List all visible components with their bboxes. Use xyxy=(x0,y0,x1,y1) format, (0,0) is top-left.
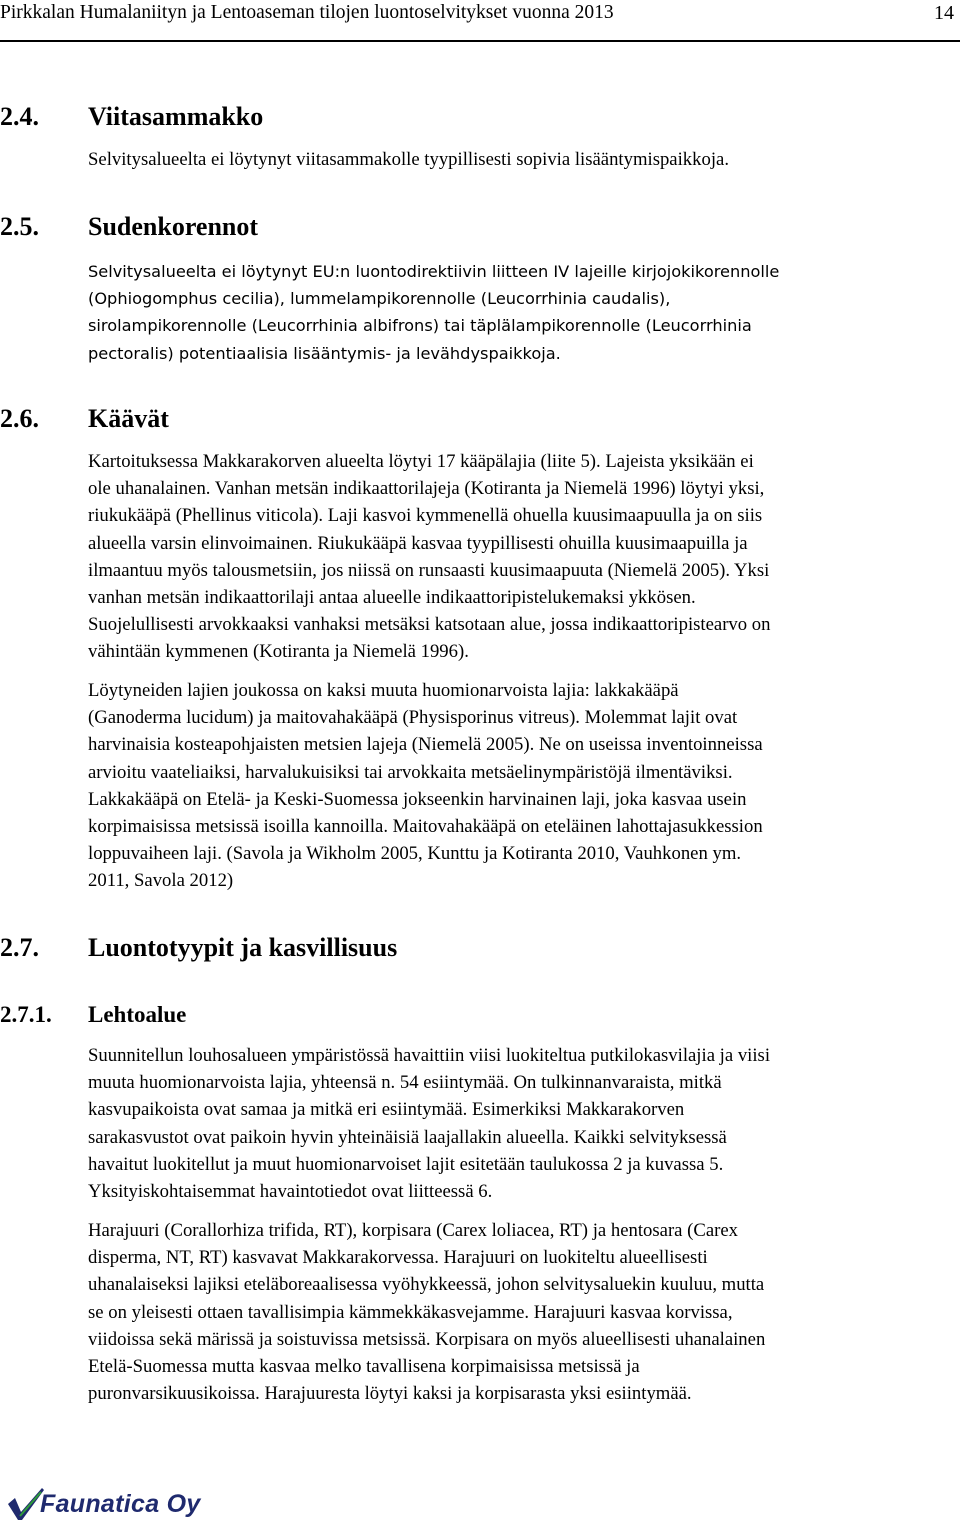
text-line: 2011, Savola 2012) xyxy=(88,870,234,892)
text-line: ole uhanalainen. Vanhan metsän indikaattorilajeja (Kotiranta ja Niemelä 1996) löytyi yksi, xyxy=(88,478,765,500)
document-title: Pirkkalan Humalaniityn ja Lentoaseman tilojen luontoselvitykset vuonna 2013 xyxy=(0,2,614,23)
paragraph-2-4 xyxy=(88,146,958,173)
section-title: Lehtoalue xyxy=(88,1002,187,1027)
text-line: alueella varsin elinvoimainen. Riukukääpä kasvaa tyypillisesti ohuilla kuusimaapuilla ja xyxy=(88,532,748,554)
paragraph-2-7-1-b xyxy=(88,1217,958,1407)
paragraph-2-6-b xyxy=(88,677,958,895)
text-line: (Ophiogomphus cecilia), lummelampikorennolle (Leucorrhinia caudalis), xyxy=(88,289,671,309)
section-title: Sudenkorennot xyxy=(88,212,259,241)
header-rule xyxy=(0,40,960,42)
paragraph-2-6-a xyxy=(88,448,958,666)
page-number: 14 xyxy=(934,2,954,24)
text-line: vanhan metsän indikaattorilaji antaa alueelle indikaattoripistelukemaksi ykkösen. xyxy=(88,586,696,608)
heading-2-5 xyxy=(0,212,940,244)
text-line: Suunnitellun louhosalueen ympäristössä havaittiin viisi luokiteltua putkilokasvilajia ja viisi xyxy=(88,1045,771,1066)
text-line: sarakasvustot ovat paikoin hyvin yhteinäisiä laajallakin alueella. Kaikki selvityksessä xyxy=(88,1126,727,1148)
paragraph-2-7-1-a xyxy=(88,1042,958,1205)
paragraph-2-5 xyxy=(88,258,958,367)
section-title: Käävät xyxy=(88,404,169,433)
text-line: (Ganoderma lucidum) ja maitovahakääpä (Physisporinus vitreus). Molemmat lajit ovat xyxy=(88,707,738,729)
text-line: Lakkakääpä on Etelä- ja Keski-Suomessa jokseenkin harvinainen laji, joka kasvaa usein xyxy=(88,788,747,810)
text-line: Selvitysalueelta ei löytynyt viitasammakolle tyypillisesti sopivia lisääntymispaikkoja. xyxy=(88,149,729,170)
text-line: pectoralis) potentiaalisia lisääntymis- ja levähdyspaikkoja. xyxy=(88,343,561,363)
text-line: Löytyneiden lajien joukossa on kaksi muuta huomionarvoista lajia: lakkakääpä xyxy=(88,680,679,701)
faunatica-logo xyxy=(6,1486,206,1524)
text-line: Suojelullisesti arvokkaaksi vanhaksi metsäksi katsotaan alue, jossa indikaattoripistearvo on xyxy=(88,614,771,636)
section-title: Viitasammakko xyxy=(88,102,264,131)
text-line: ilmaantuu myös talousmetsiin, jos niissä on runsaasti kuusimaapuuta (Niemelä 2005). Yksi xyxy=(88,559,770,581)
text-line: Yksityiskohtaisemmat havaintotiedot ovat liitteessä 6. xyxy=(88,1180,493,1202)
text-line: loppuvaiheen laji. (Savola ja Wikholm 2005, Kunttu ja Kotiranta 2010, Vauhkonen ym. xyxy=(88,843,742,865)
text-line: uhanalaiseksi lajiksi eteläboreaalisessa vyöhykkeessä, johon selvitysaluekin kuuluu, mutta xyxy=(88,1274,765,1296)
text-line: Etelä-Suomessa mutta kasvaa melko tavallisena korpimaisissa metsissä ja xyxy=(88,1355,640,1377)
text-line: viidoissa sekä märissä ja soistuvissa metsissä. Korpisara on myös alueellisesti uhanalainen xyxy=(88,1328,766,1350)
section-number: 2.6. xyxy=(0,404,39,433)
text-line: kasvupaikoista ovat samaa ja mitkä eri esiintymää. Esimerkiksi Makkarakorven xyxy=(88,1099,685,1121)
text-line: havaitut luokitellut ja muut huomionarvoiset lajit esitetään taulukossa 2 ja kuvassa 5. xyxy=(88,1153,724,1175)
text-line: riukukääpä (Phellinus viticola). Laji kasvoi kymmenellä ohuella kuusimaapuulla ja on siis xyxy=(88,505,763,527)
text-line: vähintään kymmenen (Kotiranta ja Niemelä 1996). xyxy=(88,641,469,663)
text-line: korpimaisissa metsissä isoilla kannoilla. Maitovahakääpä on eteläinen lahottajasukkession xyxy=(88,815,763,837)
heading-2-4 xyxy=(0,102,940,134)
text-line: arvioitu vaateliaiksi, harvalukuisiksi tai arvokkaita metsäelinympäristöjä ilmentäviksi. xyxy=(88,761,733,783)
text-line: Harajuuri (Corallorhiza trifida, RT), korpisara (Carex loliacea, RT) ja hentosara (Carex xyxy=(88,1220,738,1241)
heading-2-6 xyxy=(0,404,940,436)
heading-2-7-1 xyxy=(0,1002,940,1030)
text-line: Selvitysalueelta ei löytynyt EU:n luontodirektiivin liitteen IV lajeille kirjojokikorennolle xyxy=(88,262,780,281)
text-line: Kartoituksessa Makkarakorven alueelta löytyi 17 kääpälajia (liite 5). Lajeista yksikään ei xyxy=(88,451,754,472)
section-title: Luontotyypit ja kasvillisuus xyxy=(88,933,398,962)
text-line: muuta huomionarvoista lajia, yhteensä n. 54 esiintymää. On tulkinnanvaraista, mitkä xyxy=(88,1072,722,1094)
text-line: disperma, NT, RT) kasvavat Makkarakorvessa. Harajuuri on luokiteltu alueellisesti xyxy=(88,1247,708,1269)
logo-text: Faunatica Oy xyxy=(40,1490,201,1518)
heading-2-7 xyxy=(0,933,940,965)
section-number: 2.4. xyxy=(0,102,39,131)
text-line: se on yleisesti ottaen tavallisimpia kämmekkäkasvejamme. Harajuuri kasvaa korvissa, xyxy=(88,1301,733,1323)
section-number: 2.7. xyxy=(0,933,39,962)
section-number: 2.7.1. xyxy=(0,1002,52,1027)
page-header xyxy=(0,0,960,40)
section-number: 2.5. xyxy=(0,212,39,241)
text-line: sirolampikorennolle (Leucorrhinia albifrons) tai täplälampikorennolle (Leucorrhinia xyxy=(88,316,752,336)
text-line: puronvarsikuusikoissa. Harajuuresta löytyi kaksi ja korpisarasta yksi esiintymää. xyxy=(88,1383,692,1405)
text-line: harvinaisia kosteapohjaisten metsien lajeja (Niemelä 2005). Ne on useissa inventoinneissa xyxy=(88,734,763,756)
